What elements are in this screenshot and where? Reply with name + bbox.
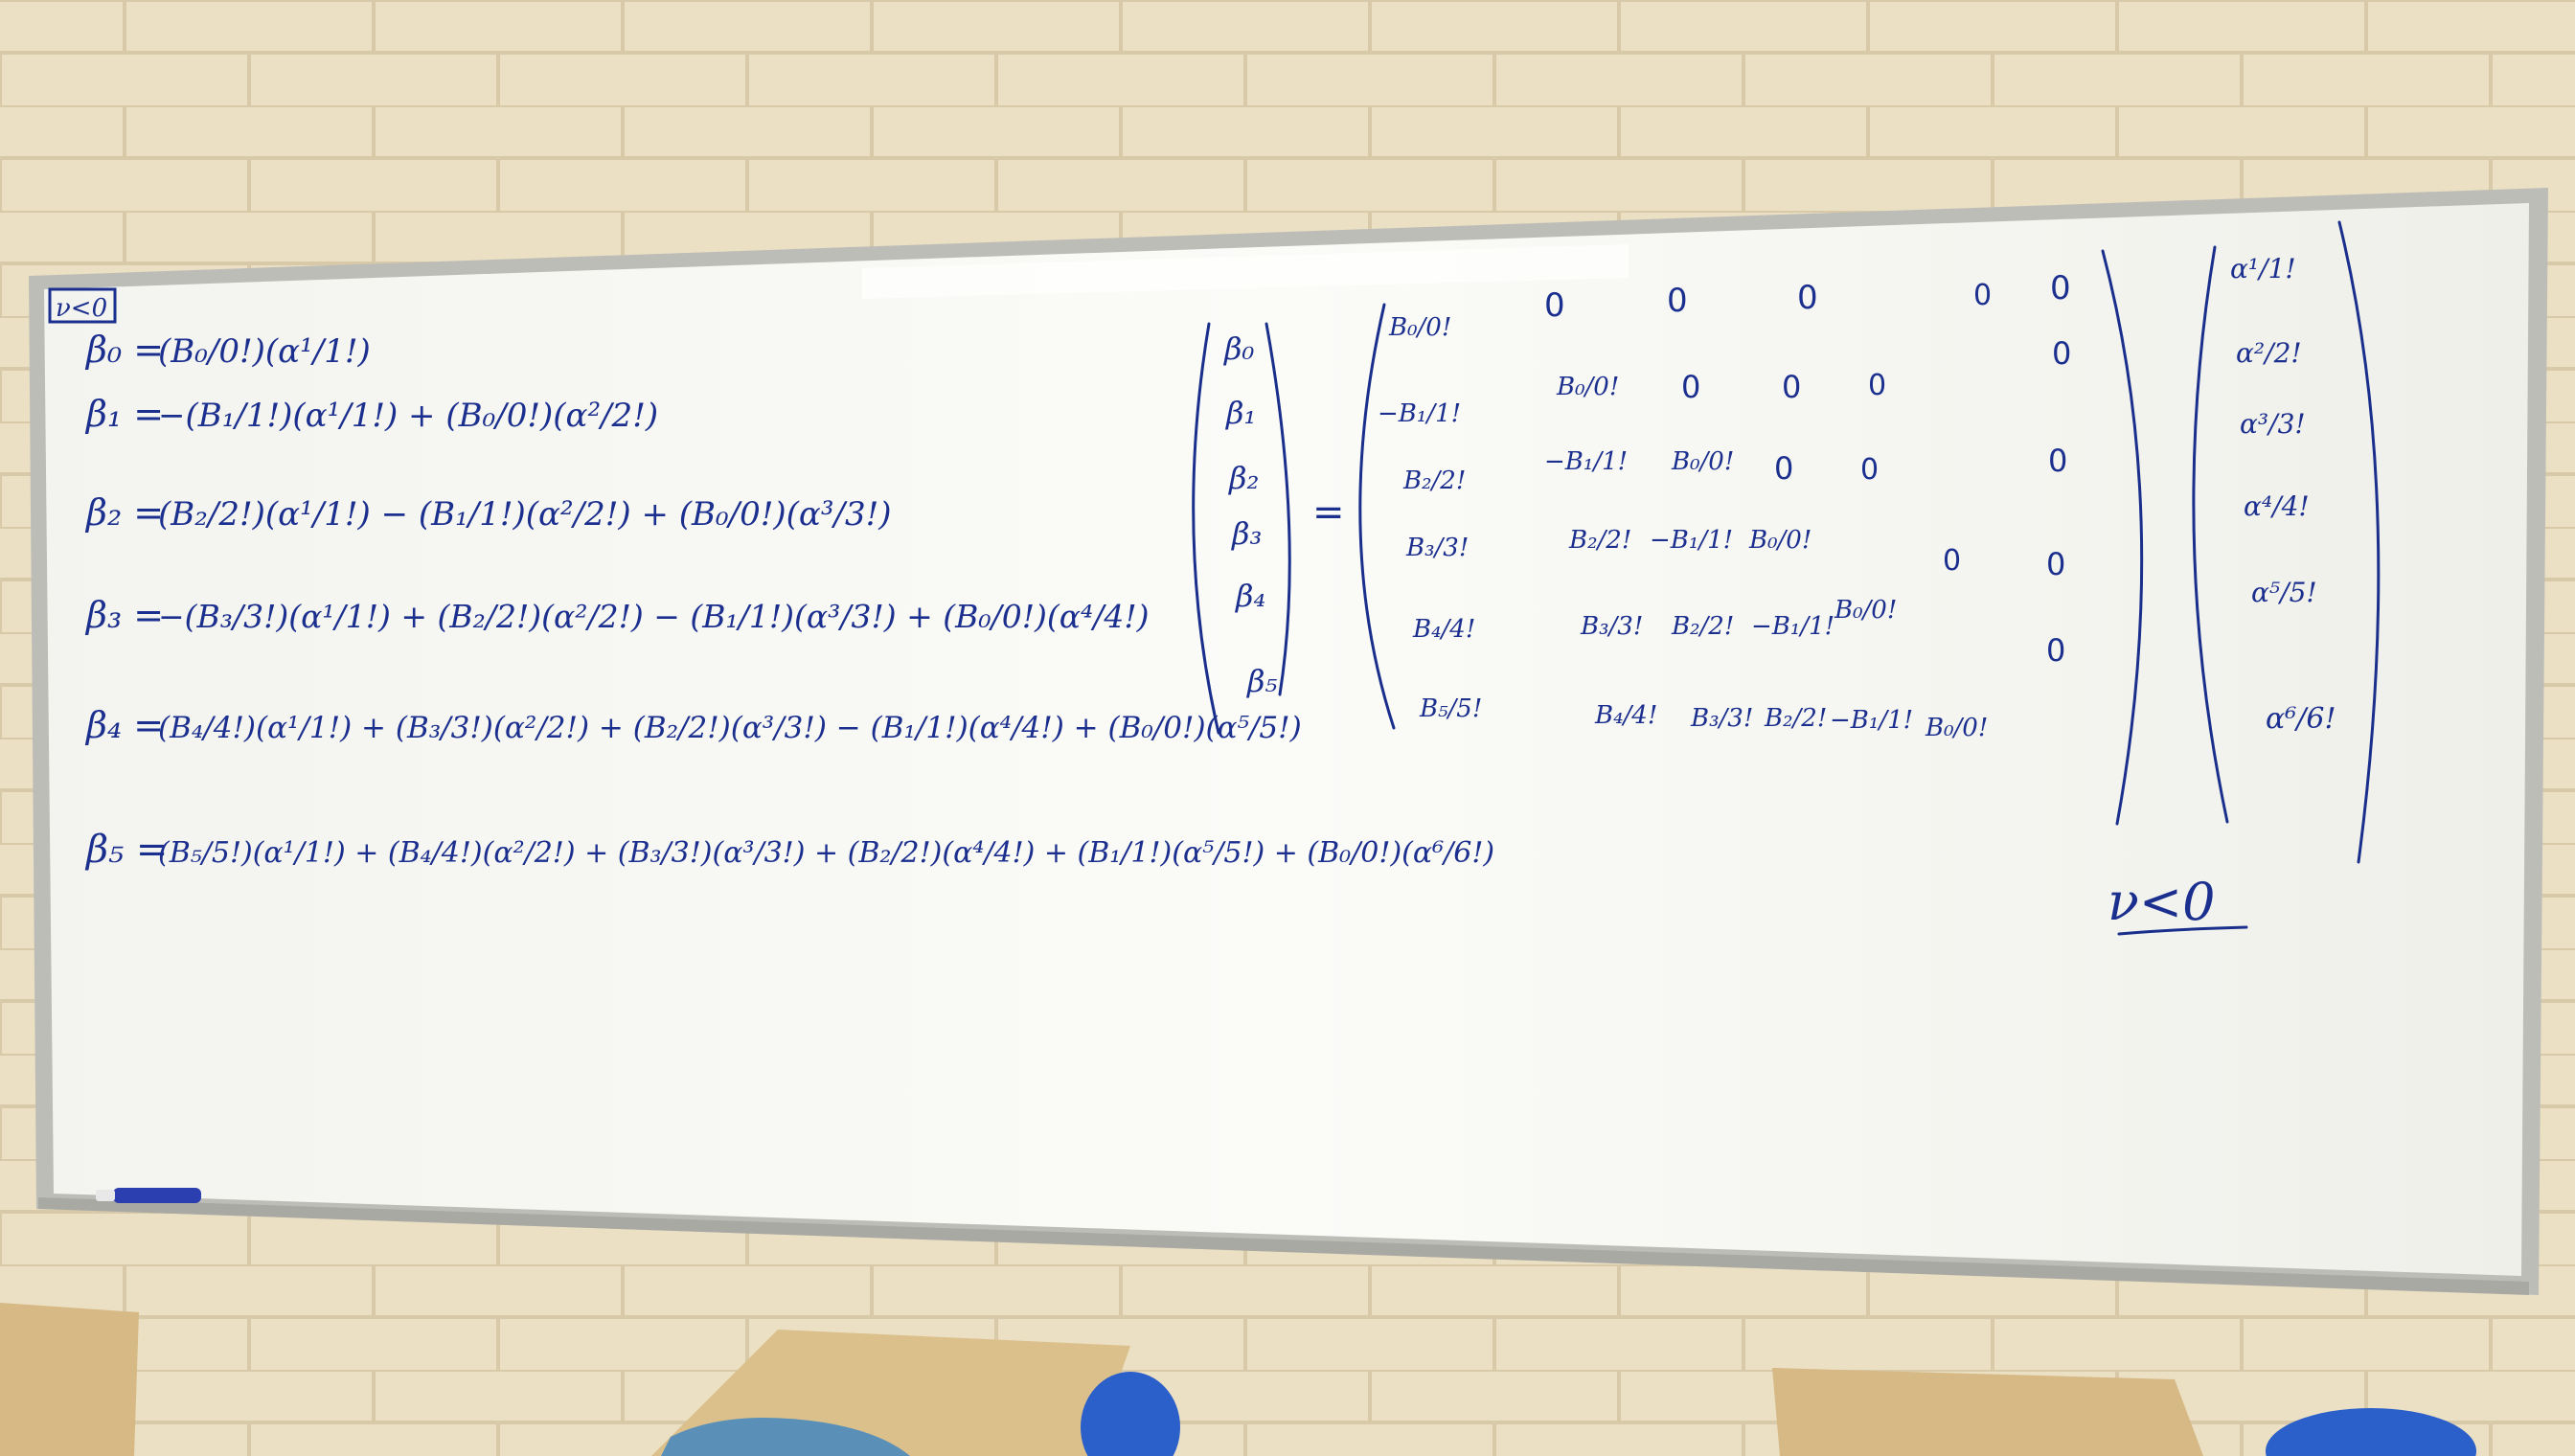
equation-beta0-lhs: β₀ = [86, 329, 165, 371]
matrix-cell: B₃/3! [1406, 534, 1470, 562]
matrix-cell: B₂/2! [1569, 526, 1632, 555]
equation-beta3-lhs: β₃ = [86, 594, 165, 636]
matrix-cell: 0 [1774, 450, 1794, 487]
equation-beta1-lhs: β₁ = [86, 393, 165, 435]
matrix-cell: B₄/4! [1595, 701, 1658, 730]
equation-beta2-lhs: β₂ = [86, 491, 165, 534]
equation-beta5-lhs: β₅ = [86, 828, 169, 872]
matrix-cell: B₀/0! [1672, 447, 1735, 476]
matrix-cell: 0 [1681, 369, 1701, 405]
desk-left [0, 1303, 139, 1456]
alpha-vector-entry: α⁵/5! [2251, 577, 2317, 608]
matrix-cell: −B₁/1! [1650, 526, 1734, 555]
matrix-cell: B₃/3! [1691, 704, 1754, 733]
matrix-cell: B₃/3! [1581, 612, 1644, 641]
matrix-cell: −B₁/1! [1544, 447, 1629, 476]
beta-vector-entry: β₂ [1229, 460, 1260, 496]
bottom-label: ν<0 [2108, 872, 2216, 932]
alpha-vector-entry: α²/2! [2236, 337, 2302, 369]
matrix-cell: 0 [1544, 286, 1565, 325]
matrix-cell: B₂/2! [1403, 466, 1467, 495]
matrix-cell: 0 [1782, 369, 1802, 405]
matrix-cell: B₀/0! [1749, 526, 1812, 555]
matrix-cell: 0 [1943, 544, 1962, 578]
equation-beta4-terms: (B₄/4!)(α¹/1!) + (B₃/3!)(α²/2!) + (B₂/2!)(α³/3!) − (B₁/1!)(α⁴/4!) + (B₀/0!)(α⁵/5!) [158, 711, 1302, 745]
beta-vector-entry: β₀ [1224, 330, 1255, 367]
alpha-vector-entry: α⁴/4! [2244, 490, 2310, 522]
beta-vector-entry: β₅ [1247, 663, 1278, 699]
equation-beta2-terms: (B₂/2!)(α¹/1!) − (B₁/1!)(α²/2!) + (B₀/0!)(α³/3!) [158, 495, 892, 534]
beta-vector-entry: β₄ [1236, 578, 1266, 614]
matrix-cell: B₀/0! [1834, 596, 1898, 625]
matrix-cell: 0 [1797, 279, 1818, 317]
matrix-cell: 0 [1973, 279, 1993, 312]
equation-beta1-terms: −(B₁/1!)(α¹/1!) + (B₀/0!)(α²/2!) [158, 397, 659, 435]
equation-beta5-terms: (B₅/5!)(α¹/1!) + (B₄/4!)(α²/2!) + (B₃/3!)(α³/3!) + (B₂/2!)(α⁴/4!) + (B₁/1!)(α⁵/5!) + (B₀/0!)(α⁶/6!) [158, 836, 1495, 870]
matrix-cell: 0 [2048, 443, 2068, 479]
marker [96, 1188, 201, 1203]
desk-right [1772, 1368, 2203, 1456]
equation-beta0-terms: (B₀/0!)(α¹/1!) [158, 332, 371, 371]
alpha-vector-entry: α¹/1! [2230, 253, 2296, 284]
matrix-cell: −B₁/1! [1830, 706, 1914, 735]
alpha-vector-entry: α³/3! [2240, 408, 2306, 440]
beta-vector-entry: β₁ [1226, 395, 1257, 431]
alpha-vector-entry: α⁶/6! [2266, 702, 2336, 736]
equation-beta4-lhs: β₄ = [86, 704, 165, 746]
matrix-cell: B₄/4! [1413, 615, 1476, 644]
matrix-cell: B₀/0! [1389, 313, 1452, 342]
matrix-cell: B₅/5! [1420, 694, 1483, 723]
matrix-cell: B₂/2! [1672, 612, 1735, 641]
corner-label: ν<0 [56, 294, 108, 323]
matrix-cell: −B₁/1! [1378, 399, 1462, 428]
matrix-cell: 0 [2050, 269, 2071, 307]
beta-vector-entry: β₃ [1232, 515, 1263, 552]
matrix-cell: B₀/0! [1926, 714, 1989, 742]
matrix-cell: 0 [2046, 632, 2066, 669]
matrix-cell: −B₁/1! [1751, 612, 1835, 641]
matrix-cell: B₀/0! [1557, 373, 1620, 401]
equation-beta3-terms: −(B₃/3!)(α¹/1!) + (B₂/2!)(α²/2!) − (B₁/1!)(α³/3!) + (B₀/0!)(α⁴/4!) [158, 598, 1150, 635]
matrix-cell: 0 [2046, 546, 2066, 582]
matrix-cell: 0 [2052, 335, 2072, 372]
matrix-cell: 0 [1868, 369, 1887, 402]
matrix-cell: 0 [1860, 453, 1880, 487]
matrix-cell: B₂/2! [1765, 704, 1828, 733]
matrix-cell: 0 [1667, 282, 1688, 320]
equals-sign: = [1312, 490, 1345, 535]
